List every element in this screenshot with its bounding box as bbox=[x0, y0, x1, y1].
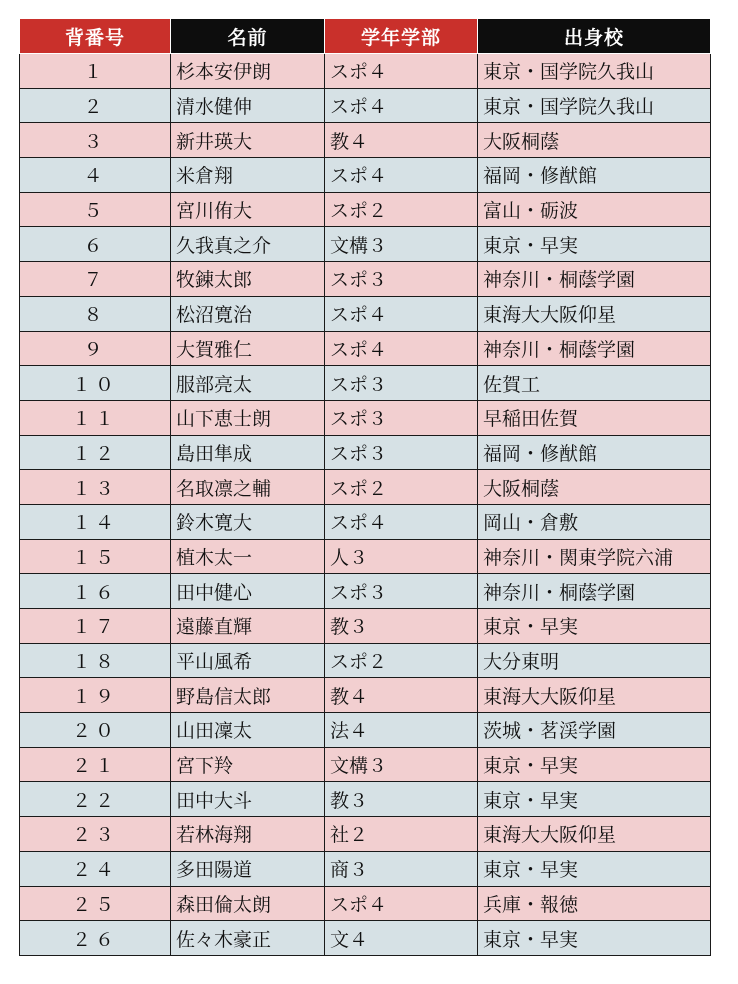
cell-name: 大賀雅仁 bbox=[171, 331, 325, 366]
cell-year-faculty: 社２ bbox=[325, 817, 478, 852]
cell-number: ２１ bbox=[20, 747, 171, 782]
table-row bbox=[20, 782, 711, 817]
cell-name: 多田陽道 bbox=[171, 851, 325, 886]
table-row bbox=[20, 747, 711, 782]
cell-school: 富山・砺波 bbox=[478, 192, 711, 227]
cell-school: 東京・国学院久我山 bbox=[478, 54, 711, 89]
cell-school: 神奈川・桐蔭学園 bbox=[478, 262, 711, 297]
cell-number: ２５ bbox=[20, 886, 171, 921]
table-row bbox=[20, 678, 711, 713]
cell-year-faculty: スポ４ bbox=[325, 504, 478, 539]
cell-number: １０ bbox=[20, 366, 171, 401]
table-row bbox=[20, 331, 711, 366]
cell-name: 清水健伸 bbox=[171, 88, 325, 123]
cell-school: 福岡・修猷館 bbox=[478, 435, 711, 470]
cell-name: 平山風希 bbox=[171, 643, 325, 678]
cell-number: １４ bbox=[20, 504, 171, 539]
table-row bbox=[20, 262, 711, 297]
cell-year-faculty: 教４ bbox=[325, 123, 478, 158]
cell-name: 新井瑛大 bbox=[171, 123, 325, 158]
cell-number: ２６ bbox=[20, 921, 171, 956]
cell-year-faculty: スポ４ bbox=[325, 54, 478, 89]
cell-school: 大分東明 bbox=[478, 643, 711, 678]
cell-number: １ bbox=[20, 54, 171, 89]
table-row bbox=[20, 123, 711, 158]
table-row bbox=[20, 851, 711, 886]
cell-year-faculty: 教４ bbox=[325, 678, 478, 713]
cell-number: ７ bbox=[20, 262, 171, 297]
cell-name: 鈴木寛大 bbox=[171, 504, 325, 539]
table-row bbox=[20, 54, 711, 89]
cell-name: 田中健心 bbox=[171, 574, 325, 609]
cell-name: 服部亮太 bbox=[171, 366, 325, 401]
roster-table bbox=[19, 18, 711, 956]
cell-school: 佐賀工 bbox=[478, 366, 711, 401]
cell-number: １３ bbox=[20, 470, 171, 505]
table-row bbox=[20, 886, 711, 921]
cell-name: 久我真之介 bbox=[171, 227, 325, 262]
cell-year-faculty: 教３ bbox=[325, 782, 478, 817]
cell-number: ４ bbox=[20, 158, 171, 193]
cell-school: 岡山・倉敷 bbox=[478, 504, 711, 539]
table-row bbox=[20, 643, 711, 678]
cell-school: 東海大大阪仰星 bbox=[478, 817, 711, 852]
cell-name: 森田倫太朗 bbox=[171, 886, 325, 921]
table-row bbox=[20, 713, 711, 748]
table-row bbox=[20, 435, 711, 470]
cell-name: 山田凜太 bbox=[171, 713, 325, 748]
table-row bbox=[20, 539, 711, 574]
cell-name: 杉本安伊朗 bbox=[171, 54, 325, 89]
cell-year-faculty: スポ４ bbox=[325, 158, 478, 193]
cell-year-faculty: スポ４ bbox=[325, 296, 478, 331]
cell-school: 大阪桐蔭 bbox=[478, 470, 711, 505]
cell-year-faculty: スポ２ bbox=[325, 470, 478, 505]
cell-year-faculty: 商３ bbox=[325, 851, 478, 886]
cell-name: 佐々木豪正 bbox=[171, 921, 325, 956]
cell-name: 松沼寛治 bbox=[171, 296, 325, 331]
header-row bbox=[20, 19, 711, 54]
table-row bbox=[20, 366, 711, 401]
cell-number: ２３ bbox=[20, 817, 171, 852]
table-row bbox=[20, 817, 711, 852]
cell-number: ３ bbox=[20, 123, 171, 158]
cell-number: １９ bbox=[20, 678, 171, 713]
cell-number: １８ bbox=[20, 643, 171, 678]
cell-year-faculty: 教３ bbox=[325, 609, 478, 644]
cell-number: ２２ bbox=[20, 782, 171, 817]
cell-school: 東京・国学院久我山 bbox=[478, 88, 711, 123]
cell-school: 東京・早実 bbox=[478, 921, 711, 956]
cell-year-faculty: スポ３ bbox=[325, 435, 478, 470]
table-row bbox=[20, 192, 711, 227]
table-row bbox=[20, 158, 711, 193]
cell-name: 遠藤直輝 bbox=[171, 609, 325, 644]
cell-school: 東京・早実 bbox=[478, 747, 711, 782]
cell-school: 兵庫・報徳 bbox=[478, 886, 711, 921]
cell-school: 福岡・修猷館 bbox=[478, 158, 711, 193]
cell-name: 宮川侑大 bbox=[171, 192, 325, 227]
cell-school: 東京・早実 bbox=[478, 227, 711, 262]
cell-school: 神奈川・桐蔭学園 bbox=[478, 574, 711, 609]
cell-year-faculty: 人３ bbox=[325, 539, 478, 574]
cell-name: 野島信太郎 bbox=[171, 678, 325, 713]
cell-number: １７ bbox=[20, 609, 171, 644]
header-school: 出身校 bbox=[478, 19, 711, 54]
cell-number: ８ bbox=[20, 296, 171, 331]
cell-year-faculty: スポ４ bbox=[325, 886, 478, 921]
cell-name: 宮下羚 bbox=[171, 747, 325, 782]
table-row bbox=[20, 574, 711, 609]
cell-name: 山下恵士朗 bbox=[171, 400, 325, 435]
cell-number: ５ bbox=[20, 192, 171, 227]
cell-year-faculty: 文構３ bbox=[325, 227, 478, 262]
cell-name: 名取凛之輔 bbox=[171, 470, 325, 505]
cell-name: 田中大斗 bbox=[171, 782, 325, 817]
cell-number: １２ bbox=[20, 435, 171, 470]
cell-number: ６ bbox=[20, 227, 171, 262]
cell-number: １５ bbox=[20, 539, 171, 574]
cell-school: 神奈川・関東学院六浦 bbox=[478, 539, 711, 574]
cell-year-faculty: スポ４ bbox=[325, 88, 478, 123]
table-row bbox=[20, 504, 711, 539]
cell-year-faculty: スポ３ bbox=[325, 400, 478, 435]
cell-year-faculty: スポ２ bbox=[325, 643, 478, 678]
cell-name: 若林海翔 bbox=[171, 817, 325, 852]
roster-sheet bbox=[19, 18, 710, 956]
cell-school: 東海大大阪仰星 bbox=[478, 678, 711, 713]
cell-school: 早稲田佐賀 bbox=[478, 400, 711, 435]
cell-year-faculty: スポ３ bbox=[325, 366, 478, 401]
table-row bbox=[20, 921, 711, 956]
table-row bbox=[20, 400, 711, 435]
cell-school: 東京・早実 bbox=[478, 851, 711, 886]
cell-number: ９ bbox=[20, 331, 171, 366]
cell-name: 米倉翔 bbox=[171, 158, 325, 193]
cell-number: ２４ bbox=[20, 851, 171, 886]
cell-year-faculty: スポ３ bbox=[325, 262, 478, 297]
cell-school: 大阪桐蔭 bbox=[478, 123, 711, 158]
cell-name: 牧錬太郎 bbox=[171, 262, 325, 297]
cell-year-faculty: 文４ bbox=[325, 921, 478, 956]
table-row bbox=[20, 470, 711, 505]
cell-number: ２０ bbox=[20, 713, 171, 748]
header-number: 背番号 bbox=[20, 19, 171, 54]
cell-school: 東海大大阪仰星 bbox=[478, 296, 711, 331]
cell-number: ２ bbox=[20, 88, 171, 123]
table-row bbox=[20, 88, 711, 123]
cell-school: 東京・早実 bbox=[478, 609, 711, 644]
cell-school: 神奈川・桐蔭学園 bbox=[478, 331, 711, 366]
cell-name: 植木太一 bbox=[171, 539, 325, 574]
cell-school: 東京・早実 bbox=[478, 782, 711, 817]
header-year-faculty: 学年学部 bbox=[325, 19, 478, 54]
table-row bbox=[20, 296, 711, 331]
cell-year-faculty: 法４ bbox=[325, 713, 478, 748]
cell-year-faculty: スポ３ bbox=[325, 574, 478, 609]
cell-school: 茨城・茗渓学園 bbox=[478, 713, 711, 748]
cell-name: 島田隼成 bbox=[171, 435, 325, 470]
cell-year-faculty: スポ４ bbox=[325, 331, 478, 366]
cell-number: １１ bbox=[20, 400, 171, 435]
cell-year-faculty: スポ２ bbox=[325, 192, 478, 227]
table-row bbox=[20, 227, 711, 262]
cell-number: １６ bbox=[20, 574, 171, 609]
cell-year-faculty: 文構３ bbox=[325, 747, 478, 782]
table-row bbox=[20, 609, 711, 644]
roster-body bbox=[20, 54, 711, 956]
header-name: 名前 bbox=[171, 19, 325, 54]
